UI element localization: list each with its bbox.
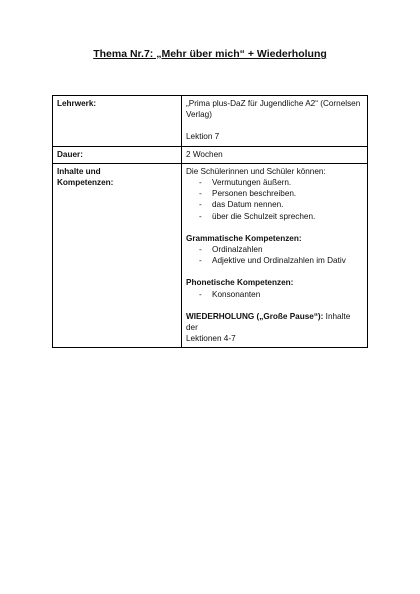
list-item: - Vermutungen äußern.: [199, 178, 292, 188]
dash-bullet: -: [199, 178, 202, 188]
document-title: Thema Nr.7: „Mehr über mich“ + Wiederholung: [93, 48, 327, 60]
textbook-line-1: „Prima plus-DaZ für Jugendliche A2“ (Cornelsen: [186, 99, 361, 108]
list-item: - das Datum nennen.: [199, 200, 284, 210]
phonetic-list: [186, 289, 363, 300]
inhalte-label: [53, 163, 182, 348]
dash-bullet: -: [199, 289, 202, 299]
dash-bullet: -: [199, 189, 202, 199]
list-item: - Adjektive und Ordinalzahlen im Dativ: [199, 256, 346, 266]
list-item: - über die Schulzeit sprechen.: [199, 211, 316, 221]
skills-intro: Die Schülerinnen und Schüler können:: [186, 166, 326, 176]
lehrwerk-value: [182, 96, 368, 147]
review-heading: WIEDERHOLUNG („Große Pause“):: [186, 311, 324, 321]
list-item: - Personen beschreiben.: [199, 189, 297, 199]
review-line-2: Lektionen 4-7: [186, 334, 236, 344]
dash-bullet: -: [199, 211, 202, 221]
dauer-value: 2 Wochen: [182, 146, 368, 163]
lesson-plan-table: [52, 95, 368, 348]
grammar-heading: Grammatische Kompetenzen:: [186, 233, 302, 243]
review-text: Inhalte der: [186, 311, 351, 333]
dauer-label: Dauer:: [53, 146, 182, 163]
phonetic-heading: Phonetische Kompetenzen:: [186, 278, 294, 288]
dash-bullet: -: [199, 200, 202, 210]
inhalte-label-line-1: Inhalte und: [57, 166, 101, 176]
review-line-1: [186, 311, 363, 333]
list-item: - Konsonanten: [199, 289, 261, 299]
row-lehrwerk: [53, 96, 368, 147]
textbook-line-2: Verlag): [186, 110, 212, 120]
lesson-number: Lektion 7: [186, 132, 220, 142]
inhalte-label-line-2: Kompetenzen:: [57, 178, 114, 188]
dash-bullet: -: [199, 245, 202, 255]
grammar-list: [186, 244, 363, 266]
row-dauer: [53, 146, 368, 163]
lehrwerk-label: Lehrwerk:: [53, 96, 182, 147]
dash-bullet: -: [199, 256, 202, 266]
row-inhalte: [53, 163, 368, 348]
inhalte-value: [182, 163, 368, 348]
list-item: - Ordinalzahlen: [199, 245, 263, 255]
skills-list: [186, 177, 363, 222]
